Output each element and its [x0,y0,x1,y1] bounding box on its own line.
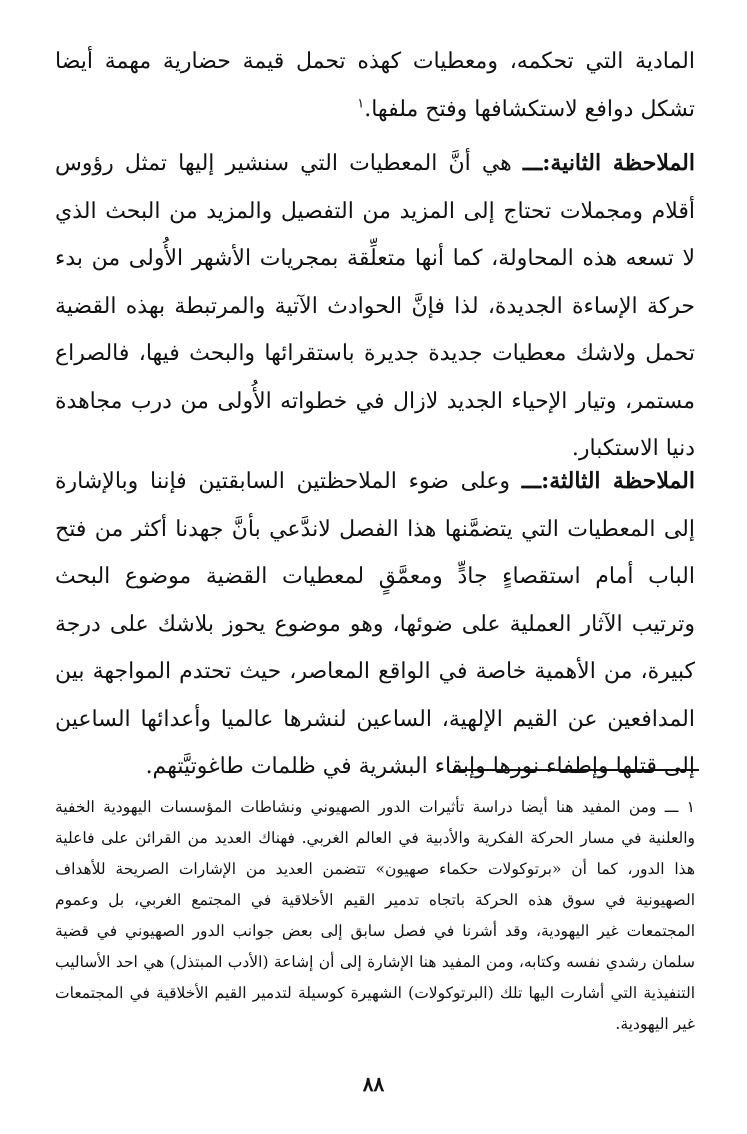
second-note-text: هي أنَّ المعطيات التي سنشير إليها تمثل رؤوس أقلام ومجملات تحتاج إلى المزيد من التفصيل والمزيد من البحث الذي لا تسعه هذه المحاولة، كما أنها متعلِّقة بمجريات الأشهر الأُولى من بدء حركة الإساءة الجديدة، لذا فإنَّ الحوادث الآتية والمرتبطة بهذه القضية تحمل ولاشك معطيات جديدة جديرة باستقرائها والبحث فيها، فالصراع مستمر، وتيار الإحياء الجديد لازال في خطواته الأُولى من درب مجاهدة دنيا الاستكبار. [55,151,695,461]
third-note-heading: الملاحظة الثالثة:ـــ [521,468,695,494]
paragraph-continuation [55,38,695,134]
third-note-text: وعلى ضوء الملاحظتين السابقتين فإننا وبالإشارة إلى المعطيات التي يتضمَّنها هذا الفصل لاندَّعي بأنَّ جهدنا أكثر من فتح الباب أمام استقصاءٍ جادٍّ ومعمَّقٍ لمعطيات القضية موضوع البحث وترتيب الآثار العملية على ضوئها، وهو موضوع يحوز بلاشك على درجة كبيرة، من الأهمية خاصة في الواقع المعاصر، حيث تحتدم المواجهة بين المدافعين عن القيم الإلهية، الساعين لنشرها عالميا وأعدائها الساعين إلى قتلها وإطفاء نورها وإبقاء البشرية في ظلمات طاغوتيَّتهم. [55,469,695,779]
page-number: ٨٨ [362,1072,385,1096]
paragraph-second-note [55,140,695,473]
footnote-divider [453,769,699,771]
footnote-marker: ١ ـــ [664,798,695,816]
footnote [55,792,695,1040]
footnote-reference: ١ [357,96,365,112]
footnote-text: ومن المفيد هنا أيضا دراسة تأثيرات الدور الصهيوني ونشاطات المؤسسات اليهودية الخفية والعلنية في مسار الحركة الفكرية والأدبية في العالم الغربي. فهناك العديد من القرائن على فاعلية هذا الدور، كما أن «برتوكولات حكماء صهيون» تتضمن العديد من الإشارات الصريحة للأهداف الصهيونية في سوق هذه الحركة باتجاه تدمير القيم الأخلاقية في المجتمع الغربي، بل وعموم المجتمعات غير اليهودية، وقد أشرنا في فصل سابق إلى بعض جوانب الدور الصهيوني في قضية سلمان رشدي نفسه وكتابه، ومن المفيد هنا الإشارة إلى أن إشاعة (الأدب المبتذل) هي احد الأساليب التنفيذية التي أشارت اليها تلك (البرتوكولات) الشهيرة كوسيلة لتدمير القيم الأخلاقية في المجتمعات غير اليهودية. [55,798,695,1033]
paragraph-1-text: المادية التي تحكمه، ومعطيات كهذه تحمل قيمة حضارية مهمة أيضا تشكل دوافع لاستكشافها وفتح ملفها. [55,49,695,122]
second-note-heading: الملاحظة الثانية:ـــ [522,150,695,176]
paragraph-third-note [55,458,695,791]
